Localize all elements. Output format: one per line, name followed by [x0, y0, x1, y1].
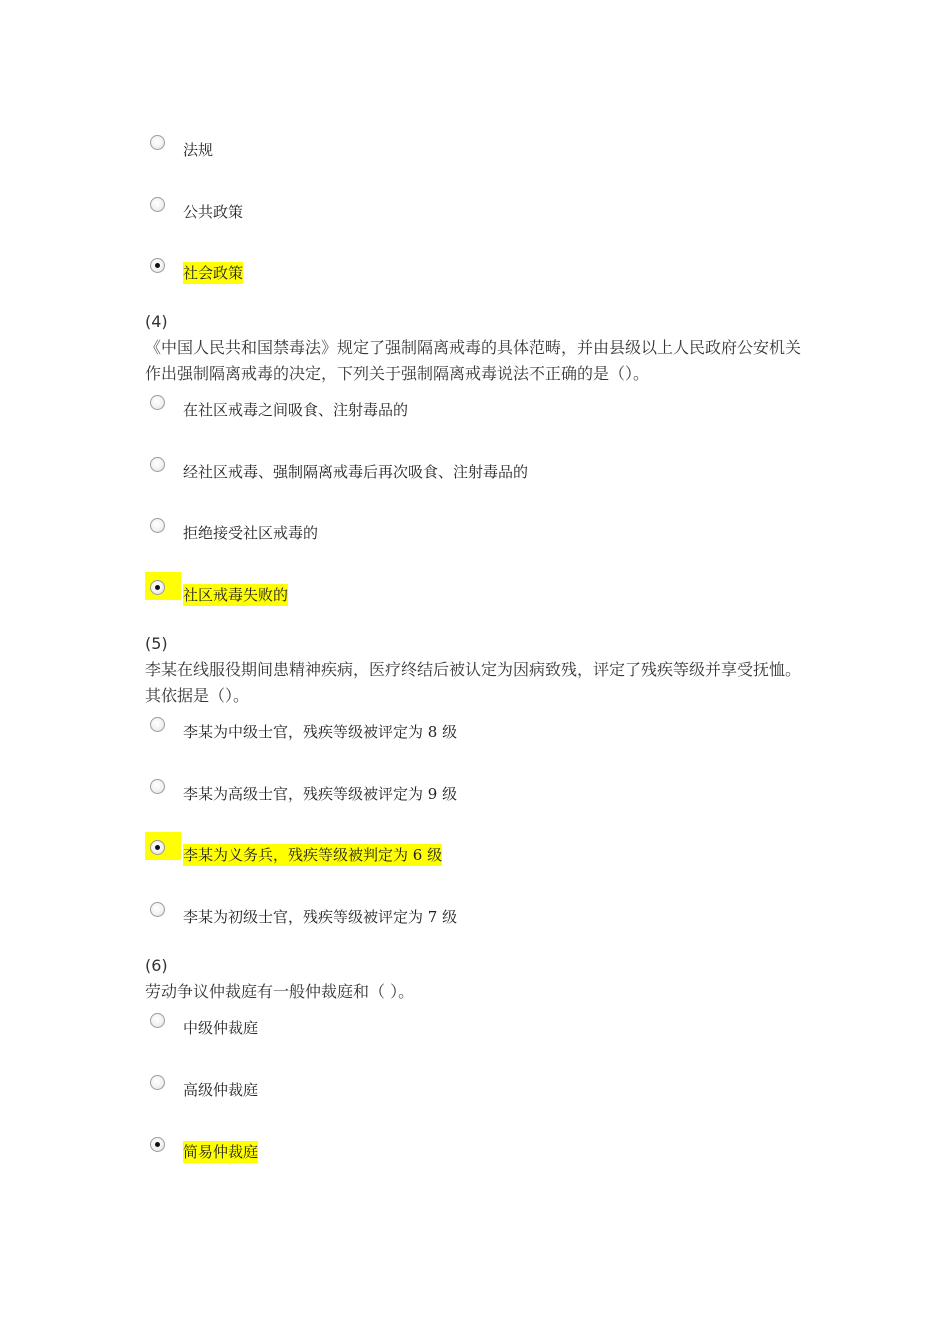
q6-option-3[interactable] — [145, 1137, 785, 1171]
q5-option-2[interactable] — [145, 779, 785, 813]
q6-option-3-label: 简易仲裁庭 — [183, 1143, 259, 1161]
q5-option-1-label: 李某为中级士官，残疾等级被评定为 8 级 — [183, 723, 458, 741]
q6-option-1[interactable] — [145, 1013, 785, 1047]
q3-option-1-radio[interactable] — [150, 135, 165, 150]
q6-option-2-label: 高级仲裁庭 — [183, 1081, 259, 1099]
q5-question-text: 李某在线服役期间患精神疾病，医疗终结后被认定为因病致残，评定了残疾等级并享受抚恤。其依据是（）。 — [145, 660, 802, 705]
q5-option-3-radio-selected[interactable] — [150, 840, 165, 855]
q3-option-2-label: 公共政策 — [183, 203, 244, 221]
q5-option-1[interactable] — [145, 717, 785, 751]
q3-option-3-label: 社会政策 — [183, 264, 244, 282]
q6-option-1-label: 中级仲裁庭 — [183, 1019, 259, 1037]
q4-option-4-label: 社区戒毒失败的 — [183, 586, 289, 604]
q6-option-3-radio-selected[interactable] — [150, 1137, 165, 1152]
q6-option-2-radio[interactable] — [150, 1075, 165, 1090]
q3-option-1-label: 法规 — [183, 141, 214, 159]
q4-option-3-label: 拒绝接受社区戒毒的 — [183, 524, 319, 542]
q4-option-3-radio[interactable] — [150, 518, 165, 533]
q4-option-1[interactable] — [145, 395, 785, 429]
q3-option-2-radio[interactable] — [150, 197, 165, 212]
q5-option-3-label: 李某为义务兵，残疾等级被判定为 6 级 — [183, 846, 443, 864]
q4-option-2[interactable] — [145, 457, 785, 491]
q6-option-2[interactable] — [145, 1075, 785, 1109]
q4-option-2-label: 经社区戒毒、强制隔离戒毒后再次吸食、注射毒品的 — [183, 463, 529, 481]
q6-number: (6) — [145, 956, 168, 975]
q6-question-text: 劳动争议仲裁庭有一般仲裁庭和（ ）。 — [145, 982, 415, 1001]
q5-option-2-label: 李某为高级士官，残疾等级被评定为 9 级 — [183, 785, 458, 803]
q3-option-1[interactable] — [145, 135, 785, 169]
q3-option-3[interactable] — [145, 258, 785, 292]
q5-option-3[interactable] — [145, 840, 785, 874]
q4-option-4[interactable] — [145, 580, 785, 614]
q4-option-1-label: 在社区戒毒之间吸食、注射毒品的 — [183, 401, 409, 419]
q5-option-4-radio[interactable] — [150, 902, 165, 917]
q5-number: (5) — [145, 634, 168, 653]
q5-option-2-radio[interactable] — [150, 779, 165, 794]
q4-number: (4) — [145, 312, 168, 331]
q4-option-3[interactable] — [145, 518, 785, 552]
q5-option-4[interactable] — [145, 902, 785, 936]
q4-option-2-radio[interactable] — [150, 457, 165, 472]
q5-option-1-radio[interactable] — [150, 717, 165, 732]
q5-option-4-label: 李某为初级士官，残疾等级被评定为 7 级 — [183, 908, 458, 926]
q3-option-3-radio-selected[interactable] — [150, 258, 165, 273]
q4-option-1-radio[interactable] — [150, 395, 165, 410]
q4-question-text: 《中国人民共和国禁毒法》规定了强制隔离戒毒的具体范畴，并由县级以上人民政府公安机关作出强制隔离戒毒的决定，下列关于强制隔离戒毒说法不正确的是（）。 — [145, 338, 802, 383]
q6-option-1-radio[interactable] — [150, 1013, 165, 1028]
q4-option-4-radio-selected[interactable] — [150, 580, 165, 595]
q3-option-2[interactable] — [145, 197, 785, 231]
